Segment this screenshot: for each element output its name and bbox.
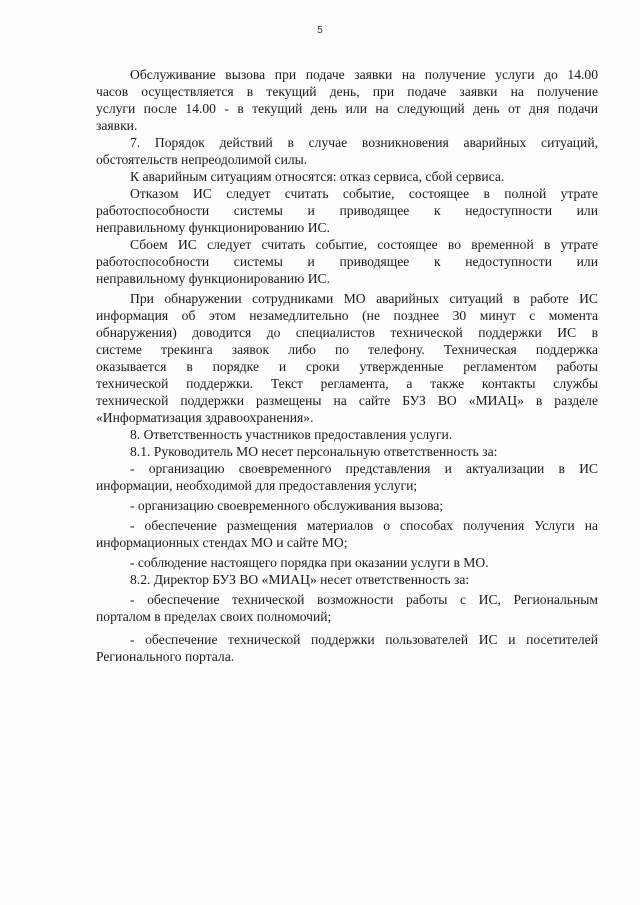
text-line: Обслуживание вызова при подаче заявки на получение услуги до 14.00 — [130, 67, 598, 82]
text-line: неправильному функционированию ИС. — [96, 220, 330, 235]
text-line: информационных стендах МО и сайте МО; — [96, 535, 348, 550]
text-line: системе трекинга заявок либо по телефону. Техническая поддержка — [96, 342, 598, 357]
paragraph-8-2 — [96, 571, 598, 588]
text-line: Сбоем ИС следует считать событие, состоящее во временной в утрате — [130, 237, 598, 252]
paragraph-emergency-types — [96, 168, 598, 185]
paragraph-emergency-reporting — [96, 290, 598, 426]
text-line: - обеспечение размещения материалов о способах получения Услуги на — [130, 518, 598, 533]
text-line: обстоятельств непреодолимой силы. — [96, 152, 308, 167]
text-line: оказывается в порядке и сроки утвержденные регламентом работы — [96, 359, 598, 374]
list-item-technical-capability — [96, 591, 598, 625]
text-line: работоспособности системы и приводящее к недоступности или — [96, 203, 598, 218]
text-line: часов осуществляется в текущий день, при подаче заявки на получение — [96, 84, 598, 99]
text-line: обнаружения) доводится до специалистов технической поддержки ИС в — [96, 325, 598, 340]
text-line: 7. Порядок действий в случае возникновения аварийных ситуаций, — [130, 135, 598, 150]
text-line: неправильному функционированию ИС. — [96, 271, 330, 286]
paragraph-8-1 — [96, 443, 598, 460]
paragraph-malfunction-definition — [96, 236, 598, 287]
text-line: - обеспечение технической возможности работы с ИС, Региональным — [130, 592, 598, 607]
text-line: - обеспечение технической поддержки пользователей ИС и посетителей — [130, 632, 598, 647]
list-item-materials — [96, 517, 598, 551]
section-heading-7 — [96, 134, 598, 168]
list-item-technical-support — [96, 631, 598, 665]
section-heading-8 — [96, 426, 598, 443]
text-line: - соблюдение настоящего порядка при оказании услуги в МО. — [130, 555, 489, 570]
text-line: порталом в пределах своих полномочий; — [96, 609, 332, 624]
text-line: информация об этом незамедлительно (не позднее 30 минут с момента — [96, 308, 598, 323]
text-line: При обнаружении сотрудниками МО аварийных ситуаций в работе ИС — [130, 291, 598, 306]
text-line: 8.1. Руководитель МО несет персональную ответственность за: — [130, 444, 498, 459]
text-line: «Информатизация здравоохранения». — [96, 410, 314, 425]
text-line: заявки. — [96, 118, 138, 133]
text-line: технической поддержки размещены на сайте БУЗ ВО «МИАЦ» в разделе — [96, 393, 598, 408]
text-line: - организацию своевременного обслуживания вызова; — [130, 498, 444, 513]
text-line: - организацию своевременного представления и актуализации в ИС — [130, 461, 598, 476]
text-line: К аварийным ситуациям относятся: отказ сервиса, сбой сервиса. — [130, 169, 505, 184]
text-line: Отказом ИС следует считать событие, состоящее в полной утрате — [130, 186, 598, 201]
text-line: услуги после 14.00 - в текущий день или на следующий день от дня подачи — [96, 101, 598, 116]
text-line: Регионального портала. — [96, 649, 235, 664]
list-item-compliance — [96, 554, 598, 571]
list-item-timely-info — [96, 460, 598, 494]
text-line: работоспособности системы и приводящее к недоступности или — [96, 254, 598, 269]
page-number: 5 — [317, 25, 323, 36]
text-line: 8.2. Директор БУЗ ВО «МИАЦ» несет ответственность за: — [130, 572, 470, 587]
paragraph-service-timing — [96, 66, 598, 134]
paragraph-failure-definition — [96, 185, 598, 236]
document-body — [96, 66, 598, 665]
text-line: технической поддержки. Текст регламента, а также контакты службы — [96, 376, 598, 391]
list-item-call-service — [96, 497, 598, 514]
text-line: 8. Ответственность участников предоставления услуги. — [130, 427, 453, 442]
text-line: информации, необходимой для предоставления услуги; — [96, 478, 418, 493]
